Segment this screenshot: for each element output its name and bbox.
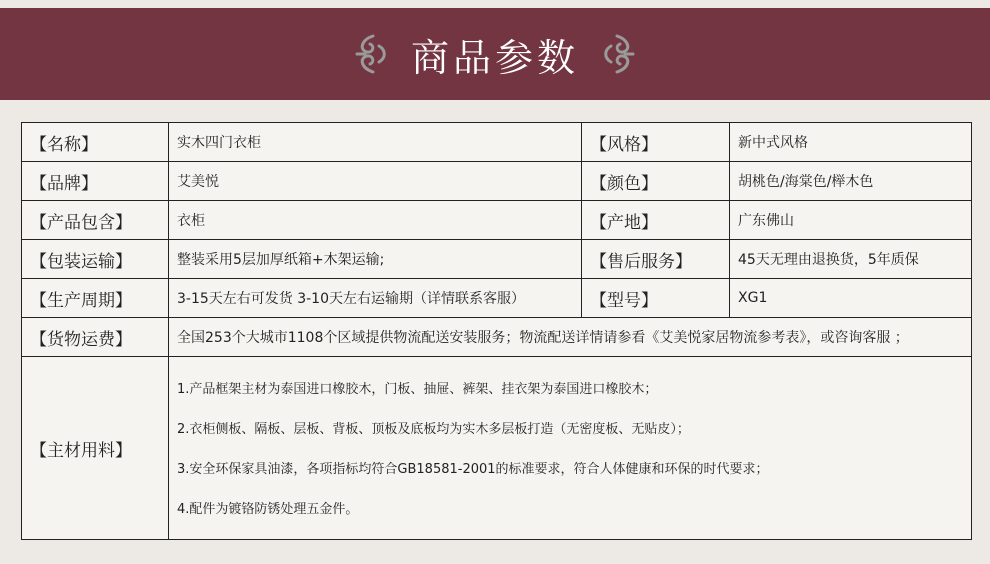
row-value: 实木四门衣柜 — [169, 123, 582, 162]
row-value: 新中式风格 — [730, 123, 972, 162]
materials-item: 3.安全环保家具油漆，各项指标均符合GB18581-2001的标准要求，符合人体健康和环保的时代要求； — [177, 462, 769, 477]
row-label: 【型号】 — [582, 279, 730, 318]
title-banner — [0, 8, 990, 100]
row-value: XG1 — [730, 279, 972, 318]
table-row — [22, 279, 972, 318]
table-row-freight — [22, 318, 972, 357]
row-value: 整装采用5层加厚纸箱+木架运输; — [169, 240, 582, 279]
row-label: 【产品包含】 — [22, 201, 169, 240]
table-row — [22, 240, 972, 279]
row-label: 【产地】 — [582, 201, 730, 240]
table-row — [22, 201, 972, 240]
row-label: 【售后服务】 — [582, 240, 730, 279]
row-label: 【风格】 — [582, 123, 730, 162]
row-label: 【颜色】 — [582, 162, 730, 201]
row-value: 胡桃色/海棠色/榉木色 — [730, 162, 972, 201]
materials-label: 【主材用料】 — [22, 357, 169, 540]
freight-value: 全国253个大城市1108个区域提供物流配送安装服务；物流配送详情请参看《艾美悦家居物流参考表》，或咨询客服 ； — [169, 318, 972, 357]
row-value: 3-15天左右可发货 3-10天左右运输期（详情联系客服） — [169, 279, 582, 318]
row-value: 45天无理由退换货，5年质保 — [730, 240, 972, 279]
row-value: 衣柜 — [169, 201, 582, 240]
freight-label: 【货物运费】 — [22, 318, 169, 357]
page-title: 商品参数 — [410, 35, 579, 80]
materials-list — [169, 357, 972, 540]
materials-item: 1.产品框架主材为泰国进口橡胶木，门板、抽屉、裤架、挂衣架为泰国进口橡胶木； — [177, 382, 658, 397]
row-label: 【包装运输】 — [22, 240, 169, 279]
row-label: 【品牌】 — [22, 162, 169, 201]
row-value: 广东佛山 — [730, 201, 972, 240]
spec-table — [21, 122, 972, 540]
left-ornament-icon — [353, 32, 389, 76]
table-row — [22, 162, 972, 201]
table-row — [22, 123, 972, 162]
materials-item: 2.衣柜侧板、隔板、层板、背板、顶板及底板均为实木多层板打造（无密度板、无贴皮）； — [177, 422, 690, 437]
row-value: 艾美悦 — [169, 162, 582, 201]
materials-item: 4.配件为镀铬防锈处理五金件。 — [177, 502, 359, 517]
table-row-materials — [22, 357, 972, 540]
row-label: 【生产周期】 — [22, 279, 169, 318]
row-label: 【名称】 — [22, 123, 169, 162]
right-ornament-icon — [601, 32, 637, 76]
